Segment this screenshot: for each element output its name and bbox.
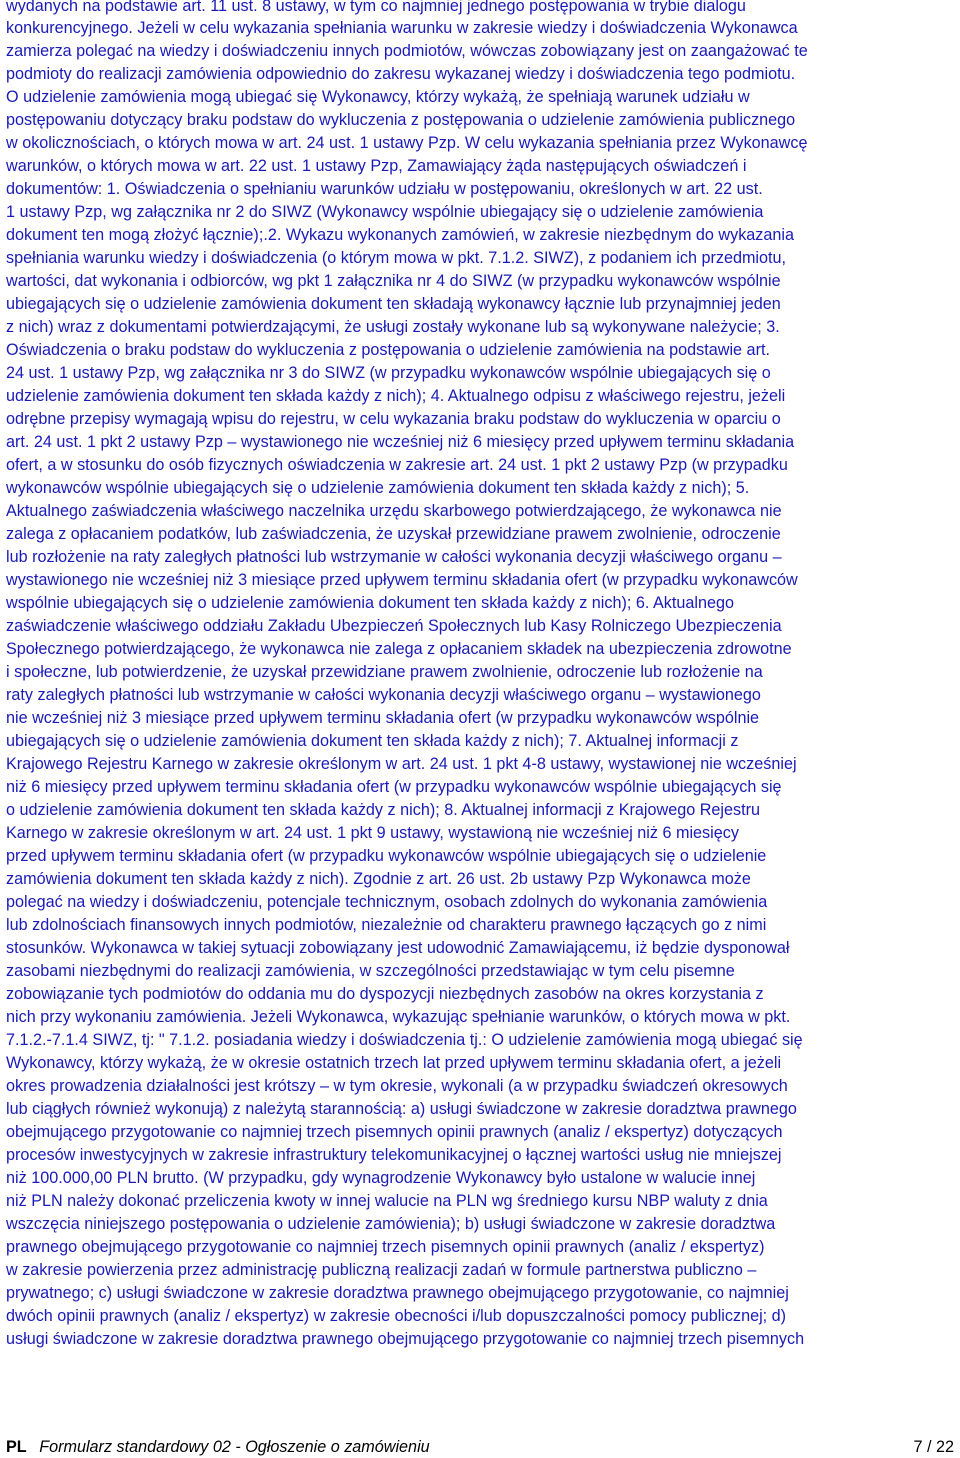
body-text-line: prywatnego; c) usługi świadczone w zakresie doradztwa prawnego obejmującego przygotowanie, co najmniej: [6, 1284, 789, 1302]
body-text-line: Aktualnego zaświadczenia właściwego naczelnika urzędu skarbowego potwierdzającego, że wykonawca nie: [6, 502, 782, 520]
footer-language-code: PL: [6, 1438, 27, 1456]
body-text-line: o udzielenie zamówienia dokument ten składa każdy z nich); 8. Aktualnej informacji z Krajowego Rejestru: [6, 801, 761, 819]
body-text-line: obejmującego przygotowanie co najmniej trzech pisemnych opinii prawnych (analiz / ekspertyz) dotyczących: [6, 1123, 783, 1141]
body-text-line: przed upływem terminu składania ofert (w przypadku wykonawców wspólnie ubiegających się o udzielenie: [6, 847, 767, 865]
body-text-line: Społecznego potwierdzającego, że wykonawca nie zalega z opłacaniem składek na ubezpieczenia zdrowotne: [6, 640, 792, 658]
body-text-line: wspólnie ubiegających się o udzielenie zamówienia dokument ten składa każdy z nich); 6. Aktualnego: [6, 594, 734, 612]
body-text-line: w okolicznościach, o których mowa w art. 24 ust. 1 ustawy Pzp. W celu wykazania spełniania przez Wykonawcę: [6, 134, 808, 152]
body-text-line: warunków, o których mowa w art. 22 ust. 1 ustawy Pzp, Zamawiający żąda następujących oświadczeń i: [6, 157, 747, 175]
body-text-line: spełniania warunku wiedzy i doświadczenia (o którym mowa w pkt. 7.1.2. SIWZ), z podaniem ich przedmiotu,: [6, 249, 787, 267]
body-text-line: zaświadczenie właściwego oddziału Zakładu Ubezpieczeń Społecznych lub Kasy Rolniczego Ubezpieczenia: [6, 617, 782, 635]
body-text-line: ubiegających się o udzielenie zamówienia dokument ten składa każdy z nich); 7. Aktualnej informacji z: [6, 732, 739, 750]
body-text-line: zamierza polegać na wiedzy i doświadczeniu innych podmiotów, wówczas zobowiązany jest on zaangażować te: [6, 42, 808, 60]
body-text-line: art. 24 ust. 1 pkt 2 ustawy Pzp – wystawionego nie wcześniej niż 6 miesięcy przed upływem terminu składania: [6, 433, 795, 451]
body-text-line: Wykonawcy, którzy wykażą, że w okresie ostatnich trzech lat przed upływem terminu składania ofert, a jeżeli: [6, 1054, 782, 1072]
body-text-line: O udzielenie zamówienia mogą ubiegać się Wykonawcy, którzy wykażą, że spełniają warunek udziału w: [6, 88, 750, 106]
body-text-line: okres prowadzenia działalności jest krótszy – w tym okresie, wykonali (a w przypadku świadczeń okresowych: [6, 1077, 788, 1095]
body-text-line: usługi świadczone w zakresie doradztwa prawnego obejmującego przygotowanie co najmniej trzech pisemnych: [6, 1330, 805, 1348]
body-text-line: nich przy wykonaniu zamówienia. Jeżeli Wykonawca, wykazując spełnianie warunków, o których mowa w pkt.: [6, 1008, 791, 1026]
body-text-line: lub rozłożenie na raty zaległych płatności lub wstrzymanie w całości wykonania decyzji właściwego organu –: [6, 548, 782, 566]
body-text-line: 24 ust. 1 ustawy Pzp, wg załącznika nr 3 do SIWZ (w przypadku wykonawców wspólnie ubiegających się o: [6, 364, 771, 382]
body-text-line: lub zdolnościach finansowych innych podmiotów, niezależnie od charakteru prawnego łączących go z nimi: [6, 916, 767, 934]
body-text-line: zobowiązanie tych podmiotów do oddania mu do dyspozycji niezbędnych zasobów na okres korzystania z: [6, 985, 764, 1003]
body-text-line: dokument ten mogą złożyć łącznie);.2. Wykazu wykonanych zamówień, w zakresie niezbędnym do wykazania: [6, 226, 795, 244]
body-text-line: prawnego obejmującego przygotowanie co najmniej trzech pisemnych opinii prawnych (analiz / ekspertyz): [6, 1238, 765, 1256]
body-text-line: procesów inwestycyjnych w zakresie infrastruktury telekomunikacyjnej o łącznej wartości usług nie mniejszej: [6, 1146, 782, 1164]
body-text-line: podmioty do realizacji zamówienia odpowiednio do zakresu wykazanej wiedzy i doświadczenia tego podmiotu.: [6, 65, 796, 83]
body-text-line: lub ciągłych również wykonują) z należytą starannością: a) usługi świadczone w zakresie doradztwa prawnego: [6, 1100, 797, 1118]
body-text-line: Oświadczenia o braku podstaw do wykluczenia z postępowania o udzielenie zamówienia na podstawie art.: [6, 341, 770, 359]
body-text-line: niż 6 miesięcy przed upływem terminu składania ofert (w przypadku wykonawców wspólnie ubiegających się: [6, 778, 782, 796]
body-text-line: zasobami niezbędnymi do realizacji zamówienia, w szczególności przedstawiając w tym celu pisemne: [6, 962, 735, 980]
page-footer: [6, 1436, 954, 1458]
body-text-line: Krajowego Rejestru Karnego w zakresie określonym w art. 24 ust. 1 pkt 4-8 ustawy, wystawionej nie wcześniej: [6, 755, 797, 773]
body-text-line: stosunków. Wykonawca w takiej sytuacji zobowiązany jest udowodnić Zamawiającemu, iż będzie dysponował: [6, 939, 790, 957]
body-text-line: ubiegających się o udzielenie zamówienia dokument ten składają wykonawcy łącznie lub przynajmniej jeden: [6, 295, 781, 313]
body-text-line: konkurencyjnego. Jeżeli w celu wykazania spełniania warunku w zakresie wiedzy i doświadczenia Wykonawca: [6, 19, 798, 37]
body-text-line: zalega z opłacaniem podatków, lub zaświadczenia, że uzyskał przewidziane prawem zwolnienie, odroczenie: [6, 525, 781, 543]
body-text-line: z nich) wraz z dokumentami potwierdzającymi, że usługi zostały wykonane lub są wykonywane należycie; 3.: [6, 318, 780, 336]
body-text-line: w zakresie powierzenia przez administrację publiczną realizacji zadań w formule partnerstwa publiczno –: [6, 1261, 757, 1279]
body-text-line: polegać na wiedzy i doświadczeniu, potencjale technicznym, osobach zdolnych do wykonania zamówienia: [6, 893, 768, 911]
body-text-line: zamówienia dokument ten składa każdy z nich). Zgodnie z art. 26 ust. 2b ustawy Pzp Wykonawca może: [6, 870, 751, 888]
footer-form-title: Formularz standardowy 02 - Ogłoszenie o zamówieniu: [39, 1438, 430, 1456]
body-text-line: niż PLN należy dokonać przeliczenia kwoty w innej walucie na PLN wg średniego kursu NBP waluty z dnia: [6, 1192, 768, 1210]
document-body: [6, 0, 954, 1351]
body-text-line: odrębne przepisy wymagają wpisu do rejestru, w celu wykazania braku podstaw do wykluczenia w oparciu o: [6, 410, 781, 428]
body-text-line: nie wcześniej niż 3 miesiące przed upływem terminu składania ofert (w przypadku wykonawców wspólnie: [6, 709, 760, 727]
body-text-line: wszczęcia niniejszego postępowania o udzielenie zamówienia); b) usługi świadczone w zakresie doradztwa: [6, 1215, 776, 1233]
body-text-line: udzielenie zamówienia dokument ten składa każdy z nich); 4. Aktualnego odpisu z właściwego rejestru, jeżeli: [6, 387, 786, 405]
body-text-line: 7.1.2.-7.1.4 SIWZ, tj: " 7.1.2. posiadania wiedzy i doświadczenia tj.: O udzielenie zamówienia mogą ubiegać się: [6, 1031, 803, 1049]
body-text-line: Karnego w zakresie określonym w art. 24 ust. 1 pkt 9 ustawy, wystawioną nie wcześniej niż 6 miesięcy: [6, 824, 739, 842]
body-text-line: dokumentów: 1. Oświadczenia o spełnianiu warunków udziału w postępowaniu, określonych w art. 22 ust.: [6, 180, 763, 198]
body-text-line: ofert, a w stosunku do osób fizycznych oświadczenia w zakresie art. 24 ust. 1 pkt 2 ustawy Pzp (w przypadku: [6, 456, 788, 474]
body-text-line: wydanych na podstawie art. 11 ust. 8 ustawy, w tym co najmniej jednego postępowania w trybie dialogu: [6, 0, 746, 15]
body-text-line: postępowaniu dotyczący braku podstaw do wykluczenia z postępowania o udzielenie zamówienia publicznego: [6, 111, 796, 129]
body-text-line: dwóch opinii prawnych (analiz / ekspertyz) w zakresie obecności i/lub dopuszczalności pomocy publicznej; d): [6, 1307, 787, 1325]
body-text-line: i społeczne, lub potwierdzenie, że uzyskał przewidziane prawem zwolnienie, odroczenie lub rozłożenie na: [6, 663, 763, 681]
body-text-line: niż 100.000,00 PLN brutto. (W przypadku, gdy wynagrodzenie Wykonawcy było ustalone w walucie innej: [6, 1169, 756, 1187]
body-text-line: 1 ustawy Pzp, wg załącznika nr 2 do SIWZ (Wykonawcy wspólnie ubiegający się o udzielenie zamówienia: [6, 203, 764, 221]
body-text-line: wartości, dat wykonania i odbiorców, wg pkt 1 załącznika nr 4 do SIWZ (w przypadku wykonawców wspólnie: [6, 272, 781, 290]
body-text-line: wykonawców wspólnie ubiegających się o udzielenie zamówienia dokument ten składa każdy z nich); 5.: [6, 479, 750, 497]
body-text-line: raty zaległych płatności lub wstrzymanie w całości wykonania decyzji właściwego organu – wystawionego: [6, 686, 761, 704]
footer-page-number: 7 / 22: [913, 1438, 954, 1456]
body-text-line: wystawionego nie wcześniej niż 3 miesiące przed upływem terminu składania ofert (w przypadku wykonawców: [6, 571, 798, 589]
